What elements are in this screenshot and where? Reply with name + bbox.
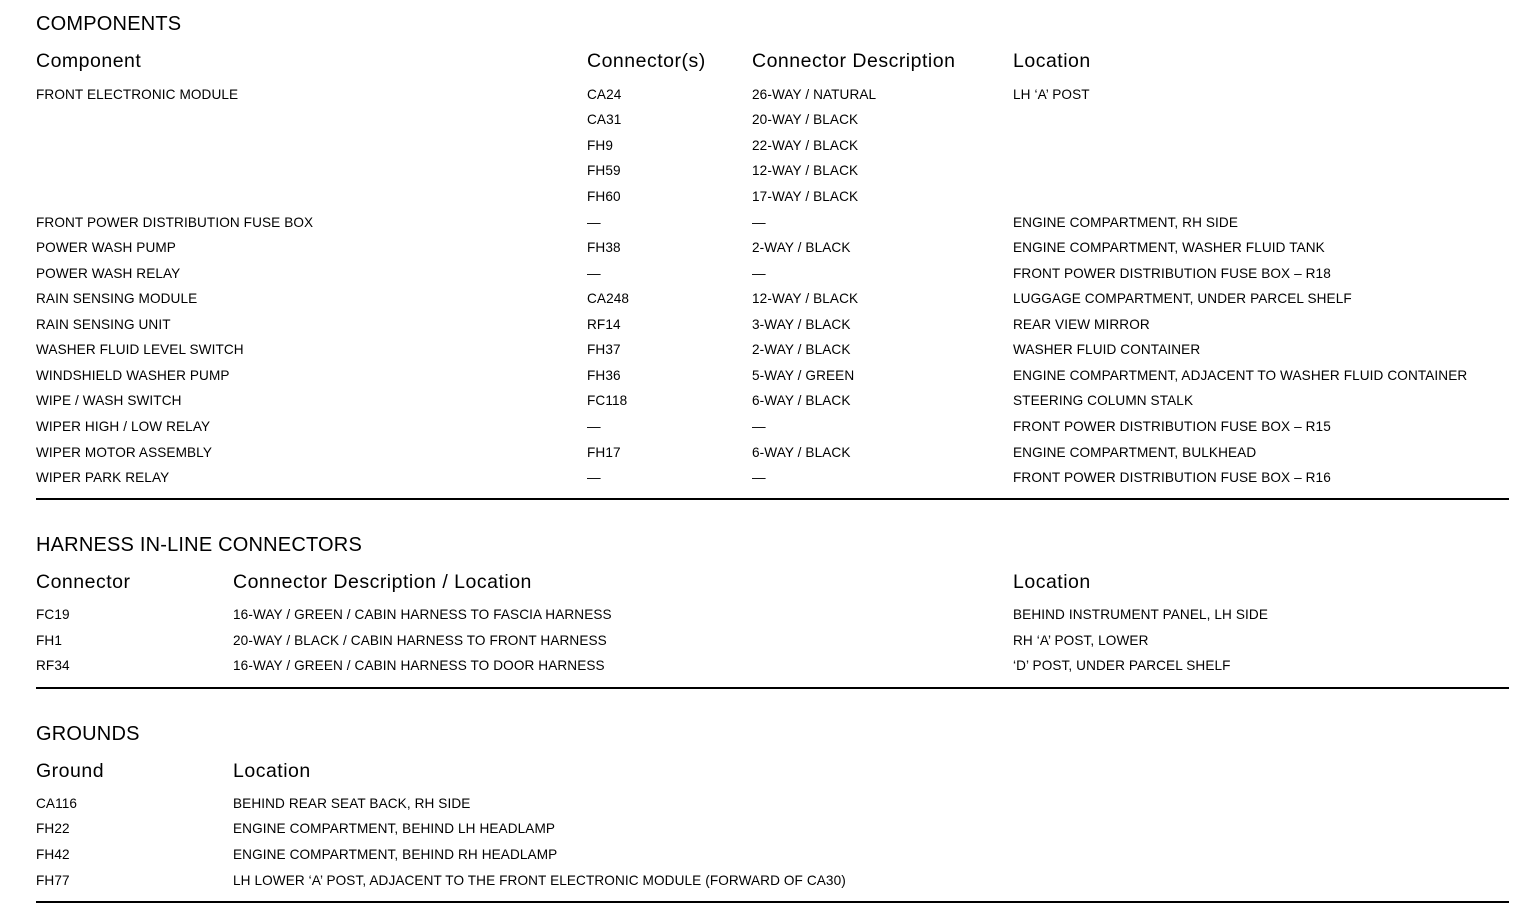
component-location: ENGINE COMPARTMENT, ADJACENT TO WASHER FLUID CONTAINER	[1013, 368, 1468, 383]
ground-location: ENGINE COMPARTMENT, BEHIND RH HEADLAMP	[233, 847, 558, 862]
grounds-section-title: GROUNDS	[36, 723, 140, 745]
component-connector-description: 2-WAY / BLACK	[752, 342, 851, 357]
harness-divider	[36, 687, 1509, 689]
component-connector: CA31	[587, 112, 622, 127]
ground-id: FH22	[36, 821, 70, 836]
component-location: ENGINE COMPARTMENT, WASHER FLUID TANK	[1013, 240, 1325, 255]
component-connector: —	[587, 419, 601, 434]
component-connector-description: 26-WAY / NATURAL	[752, 87, 877, 102]
component-connector-description: 5-WAY / GREEN	[752, 368, 855, 383]
component-location: FRONT POWER DISTRIBUTION FUSE BOX – R16	[1013, 470, 1331, 485]
component-connector-description: 22-WAY / BLACK	[752, 138, 859, 153]
component-name: FRONT ELECTRONIC MODULE	[36, 87, 239, 102]
harness-header-description: Connector Description / Location	[233, 571, 532, 593]
component-connector-description: —	[752, 470, 766, 485]
component-connector-description: 3-WAY / BLACK	[752, 317, 851, 332]
harness-connector: FC19	[36, 607, 70, 622]
component-connector: —	[587, 266, 601, 281]
component-location: STEERING COLUMN STALK	[1013, 393, 1194, 408]
component-name: RAIN SENSING MODULE	[36, 291, 198, 306]
component-connector-description: 2-WAY / BLACK	[752, 240, 851, 255]
harness-location: ‘D’ POST, UNDER PARCEL SHELF	[1013, 658, 1231, 673]
component-name: POWER WASH PUMP	[36, 240, 176, 255]
harness-header-location: Location	[1013, 571, 1091, 593]
component-location: ENGINE COMPARTMENT, RH SIDE	[1013, 215, 1239, 230]
harness-connector: FH1	[36, 633, 62, 648]
component-name: WIPE / WASH SWITCH	[36, 393, 182, 408]
ground-location: BEHIND REAR SEAT BACK, RH SIDE	[233, 796, 471, 811]
component-location: WASHER FLUID CONTAINER	[1013, 342, 1201, 357]
component-location: REAR VIEW MIRROR	[1013, 317, 1150, 332]
harness-location: RH ‘A’ POST, LOWER	[1013, 633, 1149, 648]
component-connector: FH59	[587, 163, 621, 178]
grounds-header-location: Location	[233, 760, 311, 782]
components-section-title: COMPONENTS	[36, 13, 182, 35]
component-connector-description: —	[752, 215, 766, 230]
component-connector-description: 12-WAY / BLACK	[752, 163, 859, 178]
component-connector: FC118	[587, 393, 628, 408]
component-location: LUGGAGE COMPARTMENT, UNDER PARCEL SHELF	[1013, 291, 1352, 306]
component-location: FRONT POWER DISTRIBUTION FUSE BOX – R15	[1013, 419, 1331, 434]
component-connector-description: —	[752, 266, 766, 281]
component-connector: FH37	[587, 342, 621, 357]
component-location: LH ‘A’ POST	[1013, 87, 1090, 102]
component-connector-description: —	[752, 419, 766, 434]
component-name: WIPER MOTOR ASSEMBLY	[36, 445, 212, 460]
harness-header-connector: Connector	[36, 571, 131, 593]
component-name: WIPER PARK RELAY	[36, 470, 170, 485]
grounds-divider	[36, 901, 1509, 903]
component-connector: CA24	[587, 87, 622, 102]
component-name: FRONT POWER DISTRIBUTION FUSE BOX	[36, 215, 314, 230]
component-connector: FH60	[587, 189, 621, 204]
harness-location: BEHIND INSTRUMENT PANEL, LH SIDE	[1013, 607, 1268, 622]
components-header-connectors: Connector(s)	[587, 50, 706, 72]
components-divider	[36, 498, 1509, 500]
component-connector: FH36	[587, 368, 621, 383]
ground-id: CA116	[36, 796, 78, 811]
component-name: WINDSHIELD WASHER PUMP	[36, 368, 230, 383]
component-connector: FH17	[587, 445, 621, 460]
component-name: WASHER FLUID LEVEL SWITCH	[36, 342, 244, 357]
component-connector-description: 12-WAY / BLACK	[752, 291, 859, 306]
component-connector: RF14	[587, 317, 621, 332]
component-connector: FH9	[587, 138, 613, 153]
harness-connector: RF34	[36, 658, 70, 673]
component-name: WIPER HIGH / LOW RELAY	[36, 419, 211, 434]
component-connector: —	[587, 215, 601, 230]
ground-id: FH77	[36, 873, 70, 888]
ground-location: LH LOWER ‘A’ POST, ADJACENT TO THE FRONT ELECTRONIC MODULE (FORWARD OF CA30)	[233, 873, 846, 888]
component-connector-description: 6-WAY / BLACK	[752, 393, 851, 408]
components-header-description: Connector Description	[752, 50, 956, 72]
harness-description: 20-WAY / BLACK / CABIN HARNESS TO FRONT HARNESS	[233, 633, 607, 648]
component-location: ENGINE COMPARTMENT, BULKHEAD	[1013, 445, 1257, 460]
component-connector-description: 17-WAY / BLACK	[752, 189, 859, 204]
component-connector: FH38	[587, 240, 621, 255]
grounds-header-ground: Ground	[36, 760, 105, 782]
component-connector: —	[587, 470, 601, 485]
ground-id: FH42	[36, 847, 70, 862]
component-connector-description: 6-WAY / BLACK	[752, 445, 851, 460]
harness-description: 16-WAY / GREEN / CABIN HARNESS TO DOOR HARNESS	[233, 658, 605, 673]
component-name: POWER WASH RELAY	[36, 266, 181, 281]
components-header-location: Location	[1013, 50, 1091, 72]
component-connector-description: 20-WAY / BLACK	[752, 112, 859, 127]
ground-location: ENGINE COMPARTMENT, BEHIND LH HEADLAMP	[233, 821, 556, 836]
component-name: RAIN SENSING UNIT	[36, 317, 171, 332]
components-header-component: Component	[36, 50, 142, 72]
harness-section-title: HARNESS IN-LINE CONNECTORS	[36, 534, 362, 556]
component-connector: CA248	[587, 291, 630, 306]
harness-description: 16-WAY / GREEN / CABIN HARNESS TO FASCIA HARNESS	[233, 607, 612, 622]
component-location: FRONT POWER DISTRIBUTION FUSE BOX – R18	[1013, 266, 1331, 281]
